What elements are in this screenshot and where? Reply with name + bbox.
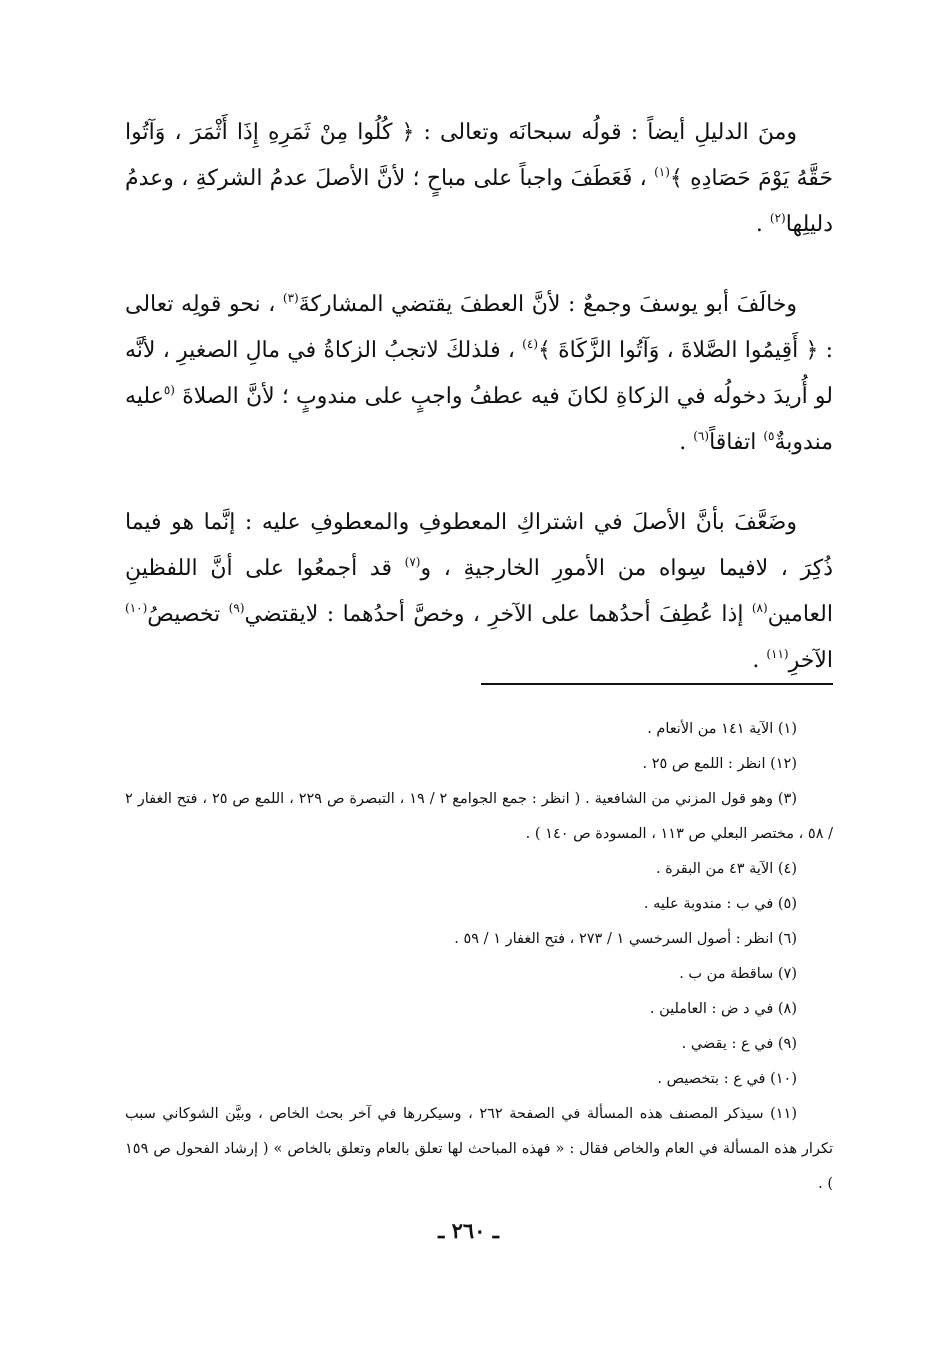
footnote-5: (٥) في ب : مندوبة عليه . xyxy=(643,896,797,912)
footnote-4: (٤) الآية ٤٣ من البقرة . xyxy=(655,861,797,877)
paragraph-text: . xyxy=(679,430,694,455)
paragraph-text: وخالَفَ أبو يوسفَ وجمعٌ : لأنَّ العطفَ يقتضي المشاركةَ xyxy=(298,292,797,317)
footnote-ref-4: (٤) xyxy=(522,337,538,351)
paragraph-text: ومنَ الدليلِ أيضاً : قولُه سبحانَه وتعالى : ﴿ كُلُوا مِنْ ثَمَرِهِ إِذَا أَثْمَرَ ، وَآتُوا حَقَّهُ يَوْمَ حَصَادِهِ ﴾ xyxy=(125,120,833,191)
paragraph-text: . xyxy=(755,212,770,237)
paragraph-text: تخصيصُ xyxy=(147,602,229,627)
variant-mark-close: ٥) xyxy=(763,429,775,443)
footnote-9: (٩) في ع : يقضي . xyxy=(681,1036,797,1052)
footnote-ref-3: (٣) xyxy=(282,291,299,305)
variant-mark-open: (٥ xyxy=(163,383,175,397)
paragraph-text: ، نحو قولِه تعالى : ﴿ أَقِيمُوا الصَّلاةَ ، وَآتُوا الزَّكَاةَ ﴾ xyxy=(125,292,833,363)
footnote-ref-11: (١١) xyxy=(766,647,789,661)
footnote-separator xyxy=(481,683,833,685)
paragraph-1 xyxy=(125,110,833,248)
footnote-ref-6: (٦) xyxy=(693,429,710,443)
footnote-ref-2: (٢) xyxy=(769,211,786,225)
footnote-11: (١١) سيذكر المصنف هذه المسألة في الصفحة ٢٦٢ ، وسيكررها في آخر بحث الخاص ، وبيَّن الشوكاني سبب تكرار هذه المسألة في العام والخاص فقال : « فهذه المباحث لها تعلق بالعام وتعلق بالخاص » ( إرشاد الفحول ص ١٥٩ ) . xyxy=(125,1106,834,1192)
paragraph-text: اتفاقاً xyxy=(709,430,764,455)
footnote-ref-7: (٧) xyxy=(404,555,421,569)
footnote-1: (١) الآية ١٤١ من الأنعام . xyxy=(647,721,797,737)
paragraph-2 xyxy=(125,282,833,466)
footnote-8: (٨) في د ض : العاملين . xyxy=(649,1001,797,1017)
footnotes xyxy=(125,712,833,1202)
footnote-2: (١٢) انظر : اللمع ص ٢٥ . xyxy=(642,756,797,772)
paragraph-text: ، فَعَطَفَ واجباً على مباحٍ ؛ لأنَّ الأصلَ عدمُ الشركةِ ، وعدمُ دليلِها xyxy=(125,166,833,237)
paragraph-text: . xyxy=(752,648,767,673)
footnote-3: (٣) وهو قول المزني من الشافعية . ( انظر : جمع الجوامع ٢ / ١٩ ، التبصرة ص ٢٢٩ ، اللمع ص ٢٥ ، فتح الغفار ٢ / ٥٨ ، مختصر البعلي ص ١١٣ ، المسودة ص ١٤٠ ) . xyxy=(125,791,833,842)
paragraph-text: الآخرِ xyxy=(788,648,833,673)
paragraph-text: إذا عُطِفَ أحدُهما على الآخرِ ، وخصَّ أحدُهما : لايقتضي xyxy=(244,602,752,627)
footnote-ref-10: (١٠) xyxy=(125,601,148,615)
main-text xyxy=(125,110,833,684)
footnote-6: (٦) انظر : أصول السرخسي ١ / ٢٧٣ ، فتح الغفار ١ / ٥٩ . xyxy=(454,931,797,947)
page-number: ـ ٢٦٠ ـ xyxy=(438,1218,499,1243)
paragraph-text: وضَعَّفَ بأنَّ الأصلَ في اشتراكِ المعطوفِ والمعطوفِ عليه : إنَّما هو فيما ذُكِرَ ، لافيما سِواه من الأمورِ الخارجيةِ ، و xyxy=(125,510,833,581)
footnote-ref-8: (٨) xyxy=(751,601,768,615)
footnote-ref-1: (١) xyxy=(654,165,670,179)
footnote-7: (٧) ساقطة من ب . xyxy=(679,966,797,982)
paragraph-3 xyxy=(125,500,833,684)
paragraph-text: عليه مندوبةٌ xyxy=(125,384,833,455)
paragraph-text: قد أجمعُوا على أنَّ اللفظينِ العامين xyxy=(125,556,833,627)
footnote-10: (١٠) في ع : بتخصيص . xyxy=(657,1071,797,1087)
footnote-ref-9: (٩) xyxy=(228,601,245,615)
paragraph-text: ، فلذلكَ لاتجبُ الزكاةُ في مالِ الصغيرِ ، لأنَّه لو أُريدَ دخولُه في الزكاةِ لكانَ فيه عطفُ واجبٍ على مندوبٍ ؛ لأنَّ الصلاةَ xyxy=(125,338,833,409)
